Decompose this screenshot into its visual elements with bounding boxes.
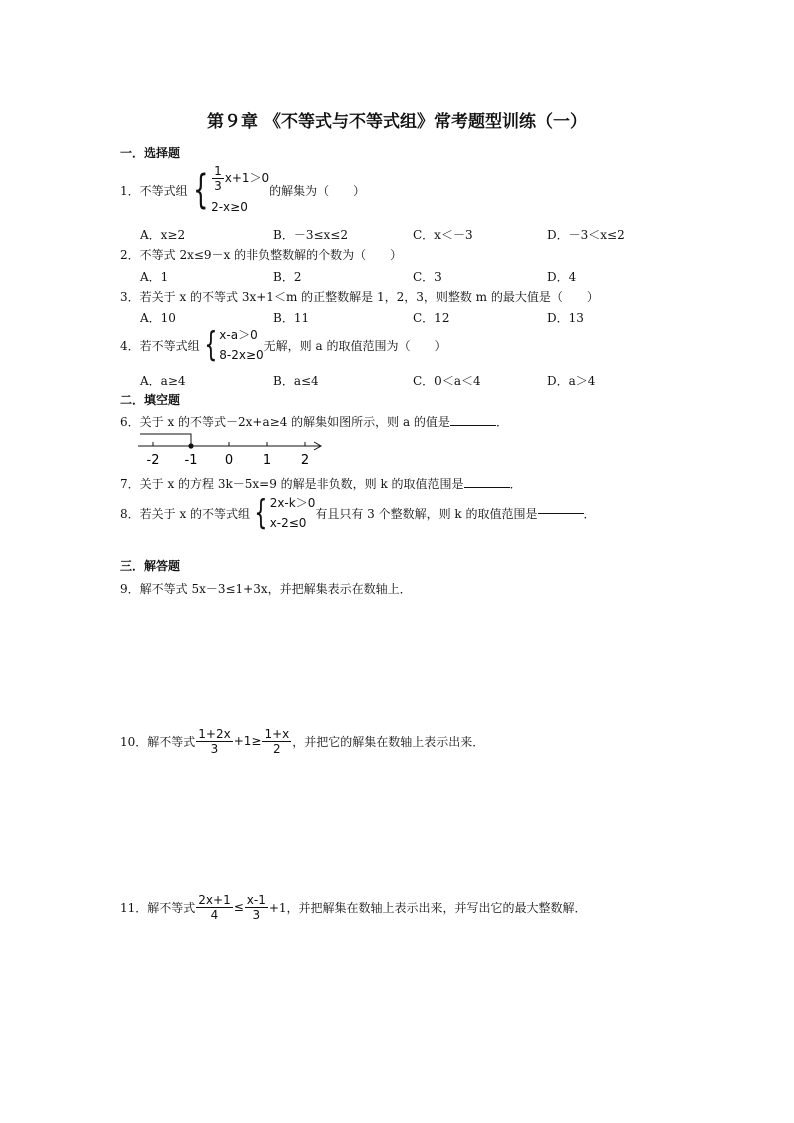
question-6-text: 6．关于 x 的不等式－2x+a≥4 的解集如图所示，则 a 的值是	[120, 415, 450, 429]
fraction-2	[262, 727, 291, 756]
q3-option-b: B．11	[273, 311, 310, 325]
question-8-prefix: 8．若关于 x 的不等式组	[120, 506, 251, 521]
q4-option-a: A．a≥4	[140, 374, 186, 388]
fraction-denominator: 2	[273, 741, 281, 756]
system-line-1-rest: x+1＞0	[224, 171, 270, 185]
tick-label-minus-1: -1	[184, 453, 198, 468]
question-3: 3．若关于 x 的不等式 3x+1＜m 的正整数解是 1，2，3，则整数 m 的最大值是（ ）	[120, 290, 599, 304]
inequality-system	[200, 325, 264, 365]
inequality-system	[188, 164, 270, 217]
question-11-mid: ≤	[233, 900, 244, 914]
answer-blank	[464, 486, 510, 488]
section-heading-fill: 二．填空题	[120, 393, 181, 407]
question-11-suffix: +1，并把解集在数轴上表示出来，并写出它的最大整数解．	[268, 900, 587, 915]
question-1-suffix: 的解集为（ ）	[269, 183, 366, 198]
question-11	[120, 890, 587, 924]
system-line-2: x-2≤0	[269, 516, 307, 530]
q3-option-c: C．12	[413, 311, 450, 325]
fraction-numerator: x-1	[246, 892, 266, 907]
fraction-2	[245, 893, 268, 922]
fraction-1	[196, 727, 232, 756]
fraction-denominator: 3	[252, 907, 261, 922]
q3-option-d: D．13	[547, 311, 584, 325]
question-1	[120, 162, 365, 218]
q2-option-b: B．2	[273, 270, 302, 284]
question-4-suffix: 无解，则 a 的取值范围为（ ）	[263, 338, 447, 353]
question-6	[120, 413, 508, 430]
question-8-suffix: 有且只有 3 个整数解，则 k 的取值范围是	[315, 506, 538, 521]
q1-option-b: B．－3≤x≤2	[273, 228, 348, 242]
answer-blank	[538, 512, 584, 514]
fraction-1	[196, 893, 232, 922]
q2-option-c: C．3	[413, 270, 442, 284]
q1-option-a: A．x≥2	[140, 228, 186, 242]
inequality-system	[250, 493, 315, 533]
question-2: 2．不等式 2x≤9－x 的非负整数解的个数为（ ）	[120, 248, 403, 262]
number-line-figure	[130, 430, 330, 470]
fraction-numerator: 1+x	[264, 726, 290, 741]
section-heading-choice: 一．选择题	[120, 146, 181, 160]
q2-option-d: D．4	[547, 270, 577, 284]
question-10-mid: +1≥	[233, 734, 262, 748]
question-10-suffix: ，并把它的解集在数轴上表示出来．	[292, 734, 485, 749]
question-8	[120, 490, 596, 536]
question-4-prefix: 4．若不等式组	[120, 338, 200, 353]
q1-option-d: D．－3＜x≤2	[547, 228, 625, 242]
q2-option-a: A．1	[140, 270, 169, 284]
q3-option-a: A．10	[140, 311, 176, 325]
system-line-1: 2x-k＞0	[269, 496, 316, 510]
solution-range-bracket	[140, 434, 191, 446]
system-line-1: x-a＞0	[219, 328, 258, 342]
q1-option-c: C．x＜－3	[413, 228, 473, 242]
brace-icon: {	[192, 167, 209, 213]
tick-label-2: 2	[300, 453, 310, 468]
question-10	[120, 724, 484, 758]
tick-label-1: 1	[262, 453, 272, 468]
brace-icon: {	[254, 493, 268, 533]
question-4	[120, 323, 446, 367]
q4-option-b: B．a≤4	[273, 374, 319, 388]
question-11-prefix: 11．解不等式	[120, 900, 196, 915]
solid-endpoint-dot	[188, 443, 193, 448]
brace-icon: {	[203, 325, 217, 365]
question-1-prefix: 1．不等式组	[120, 183, 188, 198]
question-10-prefix: 10．解不等式	[120, 734, 196, 749]
answer-blank	[450, 424, 496, 426]
tick-label-minus-2: -2	[146, 453, 160, 468]
question-8-end: ．	[583, 506, 596, 521]
fraction-denominator: 4	[210, 907, 219, 922]
system-line-1	[211, 164, 269, 193]
question-7-text: 7．关于 x 的方程 3k－5x=9 的解是非负数，则 k 的取值范围是	[120, 477, 464, 491]
fraction-numerator: 1+2x	[198, 726, 231, 741]
q4-option-c: C．0＜a＜4	[413, 374, 481, 388]
fraction-denominator: 3	[210, 741, 219, 756]
question-6-end: ．	[495, 415, 508, 429]
fraction-numerator: 1	[214, 163, 222, 178]
tick-label-0: 0	[224, 453, 234, 468]
section-heading-solve: 三．解答题	[120, 559, 181, 573]
question-7-end: ．	[509, 477, 522, 491]
fraction-denominator: 3	[214, 178, 222, 193]
q4-option-d: D．a＞4	[547, 374, 596, 388]
page-title: 第９章 《不等式与不等式组》常考题型训练（一）	[207, 112, 587, 132]
fraction-numerator: 2x+1	[198, 892, 231, 907]
system-line-2: 2-x≥0	[211, 199, 248, 214]
system-line-2: 8-2x≥0	[219, 348, 264, 362]
question-9: 9．解不等式 5x－3≤1+3x，并把解集表示在数轴上．	[120, 582, 412, 596]
